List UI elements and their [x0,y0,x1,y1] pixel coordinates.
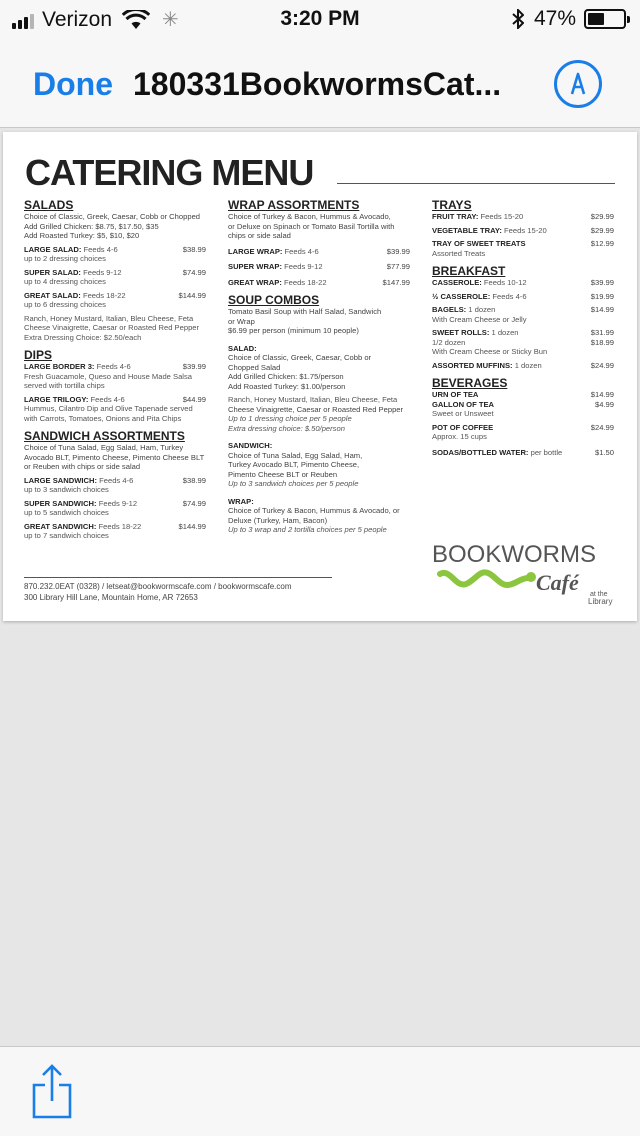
soup-salad-heading: SALAD: [228,343,257,353]
menu-item [432,423,614,433]
item-name: LARGE TRILOGY: [24,394,89,404]
menu-item [432,278,614,288]
item-price: $12.99 [590,239,614,248]
title-rule [337,183,615,184]
menu-item [432,361,614,371]
item-name: FRUIT TRAY: [432,212,479,221]
menu-item [432,305,614,315]
menu-item [432,212,614,222]
menu-item [228,278,410,288]
item-price: $38.99 [182,475,206,485]
item-serving: Feeds 4-6 [492,291,527,301]
item-serving: Feeds 10-12 [483,278,527,287]
section-heading-trays: TRAYS [432,198,472,212]
soup-price: $6.99 per person (minimum 10 people) [228,326,359,335]
item-serving: Feeds 9-12 [284,262,323,271]
item-name: SUPER SALAD: [24,267,81,277]
menu-item [432,338,614,348]
document-title: 180331BookwormsCat... [133,66,502,102]
item-note: up to 4 dressing choices [24,277,106,286]
menu-item [24,268,206,278]
logo-tag-library: Library [588,597,613,606]
section-heading-wraps: WRAP ASSORTMENTS [228,198,360,212]
dressing-options: Ranch, Honey Mustard, Italian, Bleu Cheese, Feta [24,313,194,323]
wraps-desc: Choice of Turkey & Bacon, Hummus & Avocado, [228,212,391,221]
item-serving: Feeds 4-6 [90,394,125,404]
footer-rule [24,577,332,578]
soup-salad-line: Cheese Vinaigrette, Caesar or Roasted Red Pepper [228,404,404,414]
item-name: BAGELS: [432,305,467,314]
item-note: up to 7 sandwich choices [24,531,109,540]
soup-sandwich-line: Up to 3 sandwich choices per 5 people [228,479,359,488]
item-price: $147.99 [382,277,410,287]
item-price: $31.99 [590,328,614,337]
item-price: $38.99 [182,244,206,254]
salads-desc: Choice of Classic, Greek, Caesar, Cobb or Chopped [24,212,201,221]
item-serving: per bottle [530,447,563,457]
bluetooth-icon [512,9,524,29]
menu-item [24,522,206,532]
status-right [512,7,626,31]
menu-item [432,239,614,249]
menu-item [24,499,206,509]
markup-button[interactable] [554,60,602,108]
item-serving: Feeds 9-12 [98,498,138,508]
menu-item [24,476,206,486]
soup-wrap-line: Deluxe (Turkey, Ham, Bacon) [228,515,328,525]
soup-salad-line: Ranch, Honey Mustard, Italian, Bleu Cheese, Feta [228,395,398,404]
menu-column-middle [228,198,410,535]
logo-tag-at-the: at the [590,591,608,598]
menu-item [24,291,206,301]
sandwiches-desc: Choice of Tuna Salad, Egg Salad, Ham, Turkey [24,443,184,452]
item-note: Sweet or Unsweet [432,409,494,418]
item-note: up to 5 sandwich choices [24,508,109,517]
salads-desc: Add Roasted Turkey: $5, $10, $20 [24,231,140,240]
item-price: $18.99 [590,337,614,347]
item-price: $39.99 [386,246,410,256]
item-serving: Feeds 18-22 [98,521,142,531]
item-serving: 1 dozen [491,328,519,337]
soup-salad-line: Choice of Classic, Greek, Caesar, Cobb or [228,353,372,362]
item-price: $144.99 [178,290,206,300]
salads-desc: Add Grilled Chicken: $8.75, $17.50, $35 [24,221,159,231]
item-name: GREAT SALAD: [24,290,81,300]
logo-word-cafe: Café [536,570,579,595]
section-heading-dips: DIPS [24,348,53,362]
soup-sandwich-line: Choice of Tuna Salad, Egg Salad, Ham, [228,450,363,460]
contact-info: 870.232.0EAT (0328) / letseat@bookwormscafe.com / bookwormscafe.com [24,582,292,591]
item-name: GREAT WRAP: [228,277,282,287]
item-serving: 1/2 dozen [432,337,466,347]
item-price: $77.99 [386,262,410,271]
section-heading-beverages: BEVERAGES [432,376,508,390]
address: 300 Library Hill Lane, Mountain Home, AR 72653 [24,593,198,602]
item-note: Approx. 15 cups [432,432,487,441]
item-note: Assorted Treats [432,248,486,258]
item-price: $14.99 [590,390,614,399]
item-note: With Cream Cheese or Sticky Bun [432,347,548,356]
item-name: ASSORTED MUFFINS: [432,360,513,370]
menu-item [432,448,614,458]
status-bar [0,0,640,40]
item-name: URN OF TEA [432,390,479,399]
item-price: $19.99 [590,291,614,301]
bottom-toolbar [0,1046,640,1136]
item-name: ½ CASSEROLE: [432,291,491,301]
item-serving: Feeds 4-6 [284,246,319,256]
sandwiches-desc: or Reuben with chips or side salad [24,462,141,471]
item-name: LARGE SANDWICH: [24,475,97,485]
item-name: SWEET ROLLS: [432,328,490,337]
item-serving: Feeds 9-12 [83,267,122,277]
item-note: With Cream Cheese or Jelly [432,314,527,324]
menu-item [432,226,614,236]
item-serving: Feeds 4-6 [96,362,131,371]
item-name: LARGE SALAD: [24,244,82,254]
soup-sandwich-heading: SANDWICH: [228,441,273,450]
item-price: $1.50 [594,447,614,457]
item-note: served with tortilla chips [24,381,105,390]
menu-item [432,292,614,302]
soup-sandwich-line: Pimento Cheese BLT or Reuben [228,469,338,479]
item-name: LARGE WRAP: [228,246,283,256]
menu-item [228,262,410,272]
navigation-bar [0,40,640,128]
item-price: $39.99 [182,362,206,371]
activity-spinner-icon: ✳ [162,9,179,31]
item-serving: Feeds 15-20 [480,212,524,221]
share-button[interactable] [30,1063,74,1119]
item-name: GREAT SANDWICH: [24,521,97,531]
soup-wrap-line: Up to 3 wrap and 2 tortilla choices per 5 people [228,525,387,534]
worm-graphic [440,572,528,585]
item-price: $29.99 [590,225,614,235]
section-heading-breakfast: BREAKFAST [432,264,506,278]
item-name: TRAY OF SWEET TREATS [432,239,526,248]
soup-salad-line: Extra dressing choice: $.50/person [228,423,345,433]
menu-column-right [432,198,614,457]
wraps-desc: chips or side salad [228,231,291,240]
item-price: $74.99 [182,267,206,277]
item-serving: Feeds 15-20 [504,225,547,235]
soup-desc: Tomato Basil Soup with Half Salad, Sandwich [228,307,382,316]
status-time: 3:20 PM [280,7,360,30]
item-price: $144.99 [178,521,206,531]
item-price: $44.99 [182,394,206,404]
item-price: $39.99 [590,278,614,287]
item-serving: Feeds 4-6 [99,475,134,485]
item-note: up to 2 dressing choices [24,254,106,263]
item-note: up to 6 dressing choices [24,300,106,309]
menu-column-left [24,198,206,541]
item-name: SUPER WRAP: [228,262,283,271]
menu-item [228,247,410,257]
item-note: Fresh Guacamole, Queso and House Made Salsa [24,371,192,381]
item-price: $74.99 [182,498,206,508]
bookworms-cafe-logo [432,540,618,606]
carrier-label: Verizon [42,7,113,31]
soup-salad-line: Chopped Salad [228,362,281,372]
dressing-options: Cheese Vinaigrette, Caesar or Roasted Red Pepper [24,323,200,332]
item-note: up to 3 sandwich choices [24,485,109,494]
item-name: LARGE BORDER 3: [24,362,95,371]
section-heading-soup: SOUP COMBOS [228,293,320,307]
item-price: $14.99 [590,305,614,314]
soup-sandwich-line: Turkey Avocado BLT, Pimento Cheese, [228,460,360,469]
soup-wrap-heading: WRAP: [228,496,254,506]
section-heading-sandwiches: SANDWICH ASSORTMENTS [24,429,185,443]
item-name: CASSEROLE: [432,278,482,287]
soup-salad-line: Add Roasted Turkey: $1.00/person [228,381,346,391]
sandwiches-desc: Avocado BLT, Pimento Cheese, Pimento Cheese BLT [24,452,205,462]
item-serving: Feeds 4-6 [83,244,118,254]
item-name: GALLON OF TEA [432,399,495,409]
soup-desc: or Wrap [228,316,255,326]
item-serving: Feeds 18-22 [283,277,327,287]
item-name: SUPER SANDWICH: [24,498,97,508]
markup-pen-icon [557,63,599,105]
item-price: $29.99 [590,212,614,221]
menu-item [432,328,614,338]
item-note: Hummus, Cilantro Dip and Olive Tapenade served [24,404,193,413]
soup-salad-line: Add Grilled Chicken: $1.75/person [228,372,344,381]
menu-item [24,362,206,372]
menu-item [24,245,206,255]
menu-item [432,400,614,410]
item-serving: 1 dozen [468,305,496,314]
item-price: $4.99 [594,399,614,409]
item-serving: 1 dozen [514,360,542,370]
menu-title: CATERING MENU [25,152,314,193]
soup-wrap-line: Choice of Turkey & Bacon, Hummus & Avocado, or [228,506,400,515]
item-note: with Carrots, Tomatoes, Onions and Pita Chips [24,413,182,423]
item-price: $24.99 [590,422,614,432]
item-name: POT OF COFFEE [432,422,494,432]
soup-salad-line: Up to 1 dressing choice per 5 people [228,414,352,423]
logo-word-bookworms: BOOKWORMS [432,541,597,568]
battery-icon [584,9,626,29]
wraps-desc: or Deluxe on Spinach or Tomato Basil Tortilla with [228,221,395,231]
document-page[interactable] [3,132,637,621]
item-price: $24.99 [590,360,614,370]
item-serving: Feeds 18-22 [82,290,126,300]
item-name: VEGETABLE TRAY: [432,225,502,235]
menu-item [24,395,206,405]
worm-head [526,572,536,582]
item-name: SODAS/BOTTLED WATER: [432,447,529,457]
extra-dressing-note: Extra Dressing Choice: $2.50/each [24,332,142,342]
battery-percent: 47% [533,7,576,30]
share-icon [30,1063,74,1119]
menu-item [432,390,614,400]
done-button[interactable]: Done [33,66,113,102]
section-heading-salads: SALADS [24,198,74,212]
